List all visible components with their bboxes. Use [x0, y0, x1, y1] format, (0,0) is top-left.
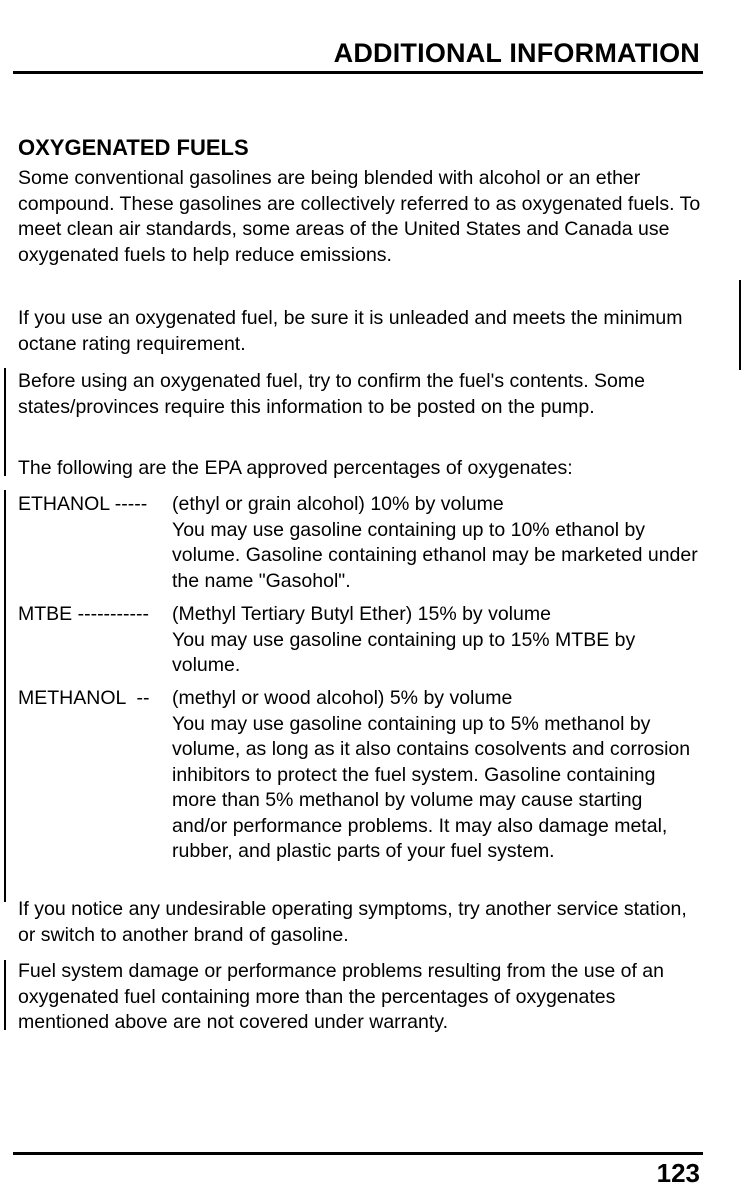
oxygenate-spec: (Methyl Tertiary Butyl Ether) 15% by volume: [172, 603, 551, 625]
symptoms-paragraph: If you notice any undesirable operating symptoms, try another service station, or switch to another brand of gasoline.: [18, 898, 687, 946]
footer-rule: [13, 1152, 703, 1155]
margin-mark: [739, 280, 741, 370]
warranty-paragraph: Fuel system damage or performance problems resulting from the use of an oxygenated fuel containing more than the percentages of oxygenates mentioned above are not covered under warranty.: [18, 960, 664, 1033]
oxygenate-name: METHANOL --: [18, 687, 150, 709]
page-number: 123: [656, 1158, 700, 1188]
oxygenate-detail: You may use gasoline containing up to 5% methanol by volume, as long as it also contains cosolvents and corrosion inhibitors to protect the fuel system. Gasoline containing more than 5% methanol by volume may cause starting and/or performance problems. It may also damage metal, rubber, and plastic parts of your fuel system.: [172, 712, 691, 862]
oxygenate-detail: You may use gasoline containing up to 15% MTBE by volume.: [172, 628, 636, 676]
revision-bar: [4, 368, 6, 476]
page-header-title: ADDITIONAL INFORMATION: [333, 38, 700, 68]
oxygenate-spec: (ethyl or grain alcohol) 10% by volume: [172, 493, 504, 515]
epa-intro-paragraph: The following are the EPA approved percentages of oxygenates:: [18, 457, 573, 479]
oxygenate-name: ETHANOL -----: [18, 493, 148, 515]
intro-paragraph: Some conventional gasolines are being blended with alcohol or an ether compound. These gasolines are collectively referred to as oxygenated fuels. To meet clean air standards, some areas of the United States and Canada use oxygenated fuels to help reduce emissions.: [18, 167, 701, 266]
oxygenate-spec: (methyl or wood alcohol) 5% by volume: [172, 687, 513, 709]
confirm-paragraph: Before using an oxygenated fuel, try to confirm the fuel's contents. Some states/provinces require this information to be posted on the pump.: [18, 370, 645, 418]
revision-bar: [4, 960, 6, 1030]
revision-bar: [4, 490, 6, 902]
oxygenate-name: MTBE -----------: [18, 603, 150, 625]
header-rule: [13, 71, 703, 74]
oxygenate-detail: You may use gasoline containing up to 10% ethanol by volume. Gasoline containing ethanol may be marketed under the name "Gasohol".: [172, 518, 698, 592]
unleaded-paragraph: If you use an oxygenated fuel, be sure it is unleaded and meets the minimum octane rating requirement.: [18, 307, 683, 355]
section-heading: OXYGENATED FUELS: [18, 135, 249, 160]
